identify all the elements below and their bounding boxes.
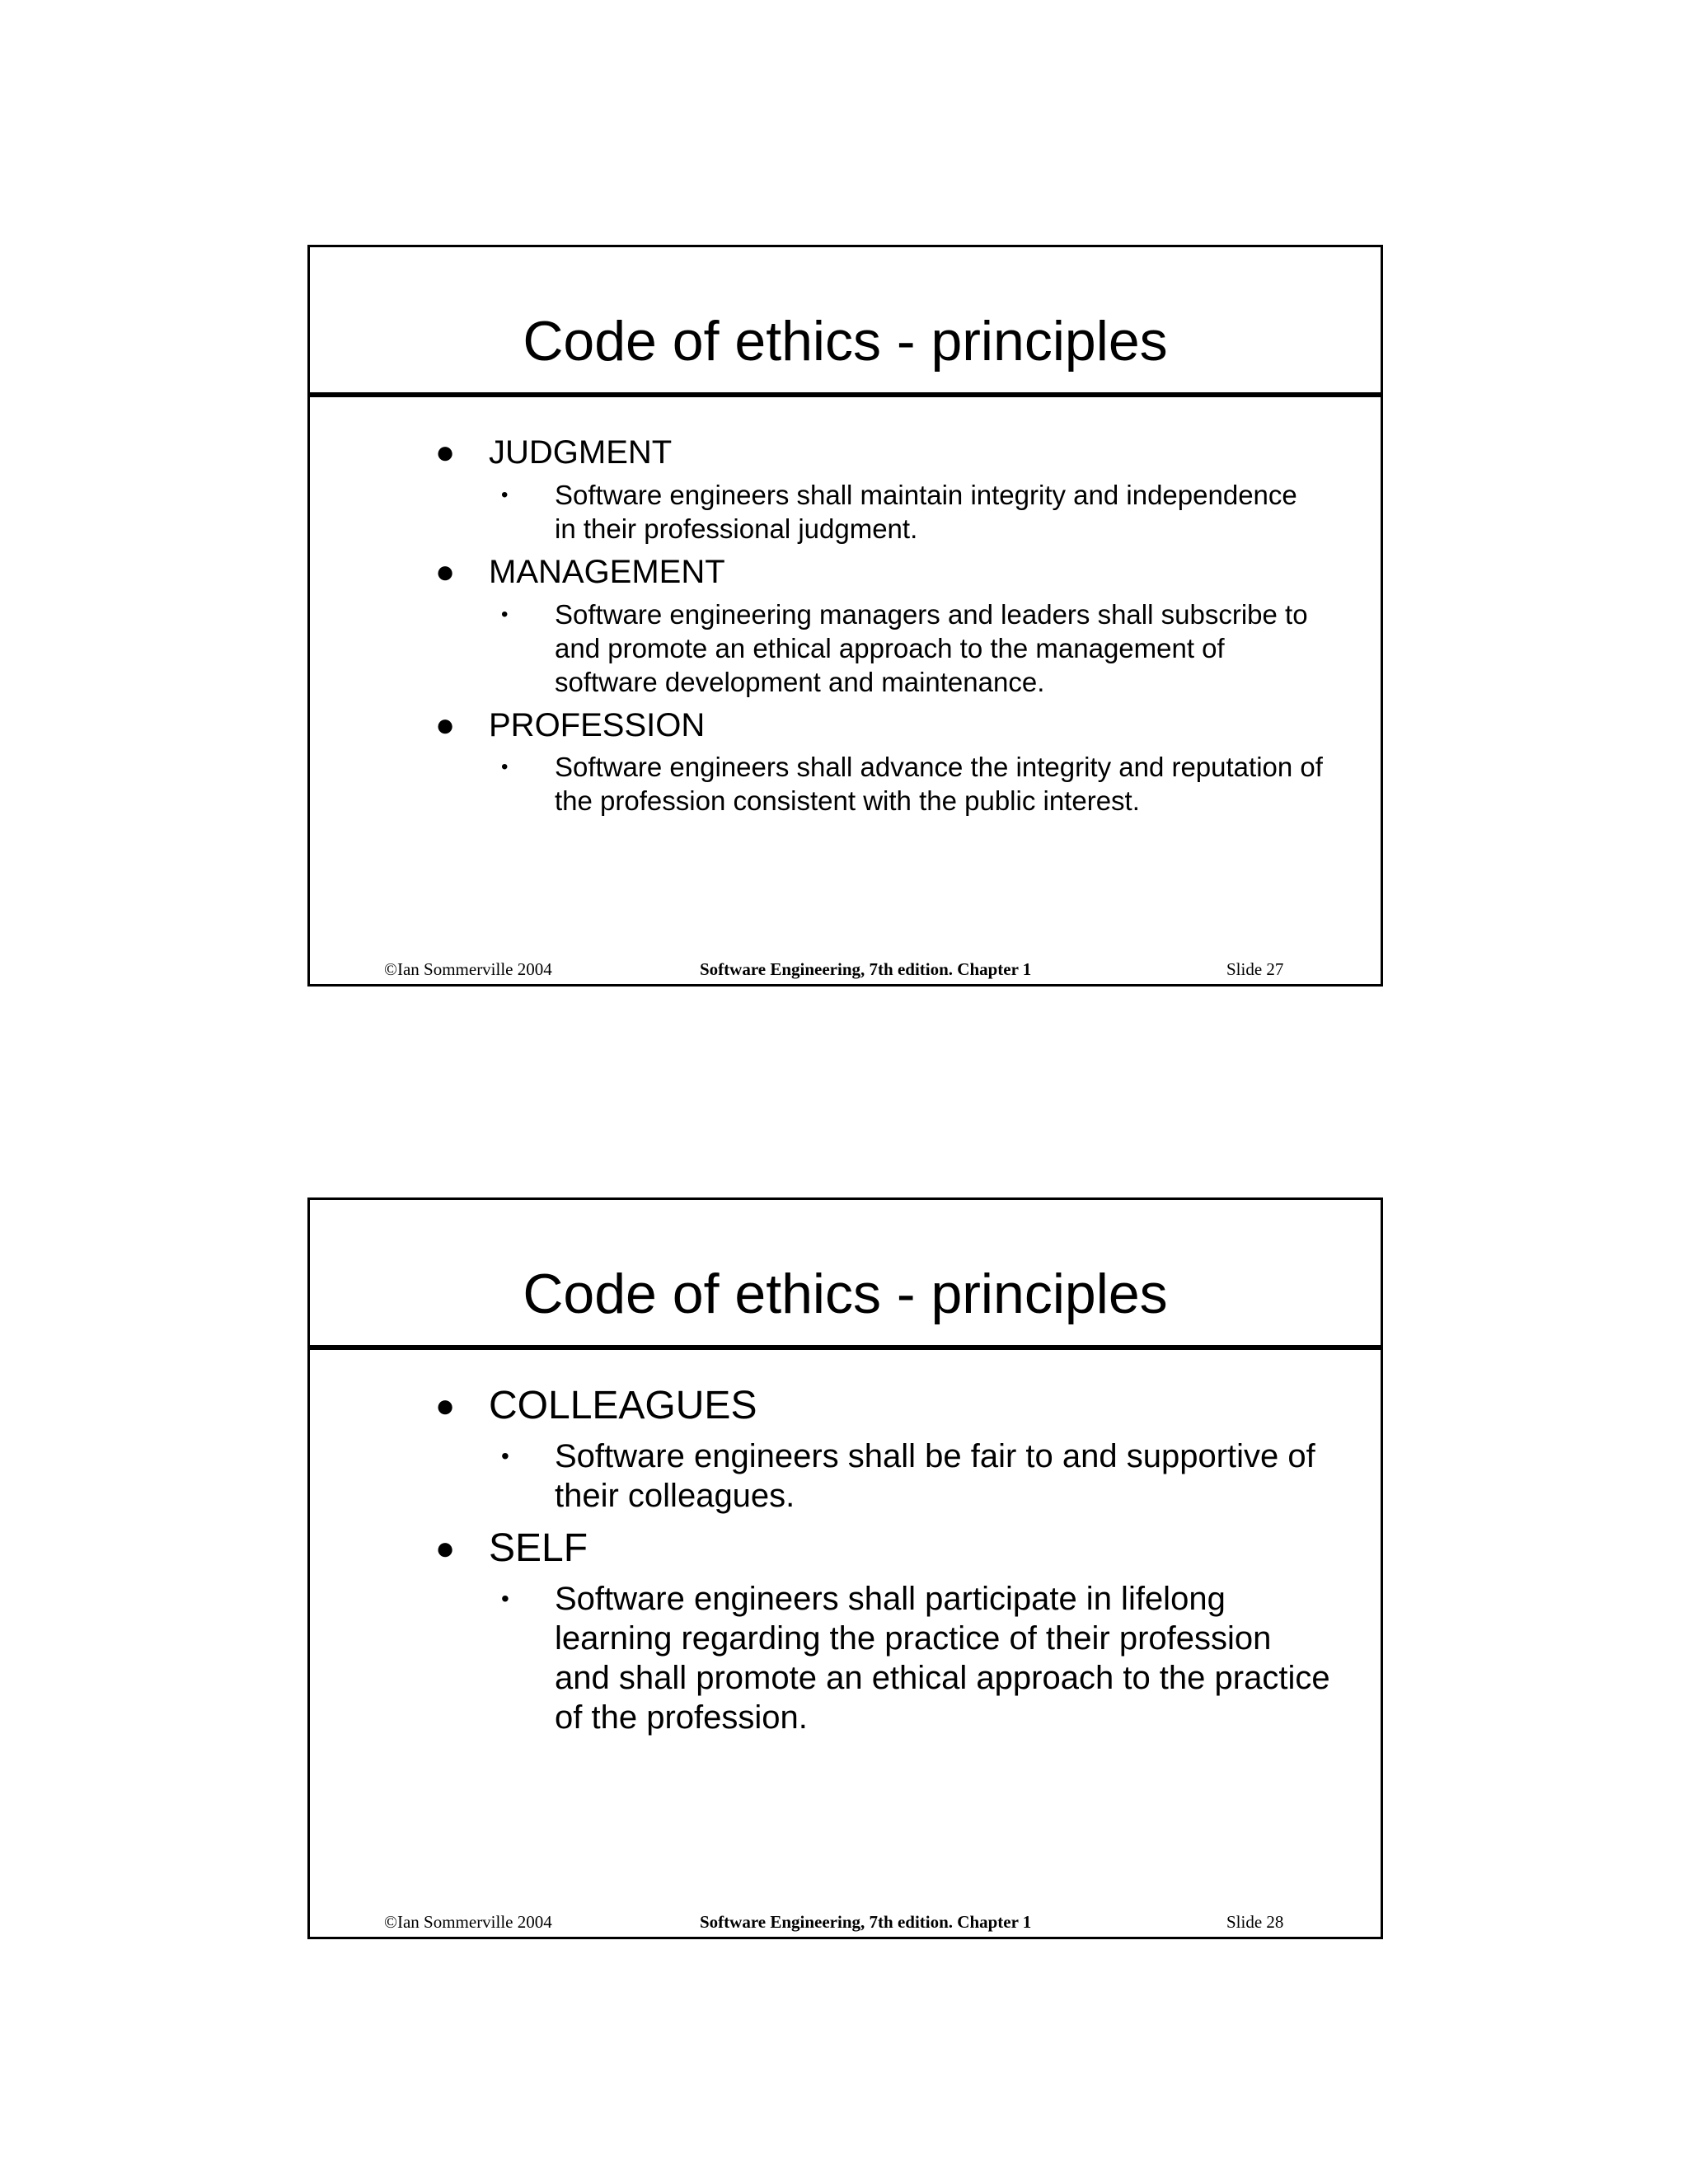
- sub-bullet-icon: •: [501, 603, 509, 626]
- sub-bullet-icon: •: [501, 1443, 509, 1469]
- sub-bullet-icon: •: [501, 1586, 509, 1611]
- bullet-icon: ●: [435, 1388, 456, 1424]
- title-divider: [310, 1345, 1381, 1350]
- copyright-text: ©Ian Sommerville 2004: [384, 1912, 552, 1932]
- bullet-icon: ●: [435, 434, 456, 471]
- principle-heading: PROFESSION: [489, 707, 706, 743]
- principle-heading: JUDGMENT: [489, 434, 673, 471]
- principle-heading: SELF: [489, 1526, 588, 1570]
- principle-heading: COLLEAGUES: [489, 1384, 757, 1427]
- principle-detail: Software engineers shall maintain integrity and independence in their professional judgment.: [555, 480, 1297, 544]
- sub-bullet-icon: •: [501, 756, 509, 778]
- bullet-icon: ●: [435, 1530, 456, 1567]
- slide-number: Slide 28: [1226, 1912, 1284, 1932]
- title-divider: [310, 392, 1381, 397]
- slide-title: Code of ethics - principles: [523, 310, 1168, 373]
- copyright-text: ©Ian Sommerville 2004: [384, 959, 552, 979]
- book-title: Software Engineering, 7th edition. Chapter 1: [700, 1912, 1032, 1932]
- principle-heading: MANAGEMENT: [489, 554, 725, 590]
- slide-title: Code of ethics - principles: [523, 1263, 1168, 1325]
- book-title: Software Engineering, 7th edition. Chapter 1: [700, 959, 1032, 979]
- slide-number: Slide 27: [1226, 959, 1284, 979]
- slide-27: [307, 245, 1383, 987]
- sub-bullet-icon: •: [501, 484, 509, 506]
- slide-28: [307, 1197, 1383, 1939]
- principle-detail: Software engineers shall participate in lifelong learning regarding the practice of their profession and shall promote an ethical approach to the practice of the profession.: [555, 1581, 1330, 1736]
- bullet-icon: ●: [435, 554, 456, 590]
- principle-detail: Software engineers shall advance the integrity and reputation of the profession consistent with the public interest.: [555, 752, 1323, 816]
- principle-detail: Software engineering managers and leaders shall subscribe to and promote an ethical approach to the management of software development and maintenance.: [555, 599, 1308, 697]
- bullet-icon: ●: [435, 707, 456, 743]
- principle-detail: Software engineers shall be fair to and supportive of their colleagues.: [555, 1438, 1315, 1514]
